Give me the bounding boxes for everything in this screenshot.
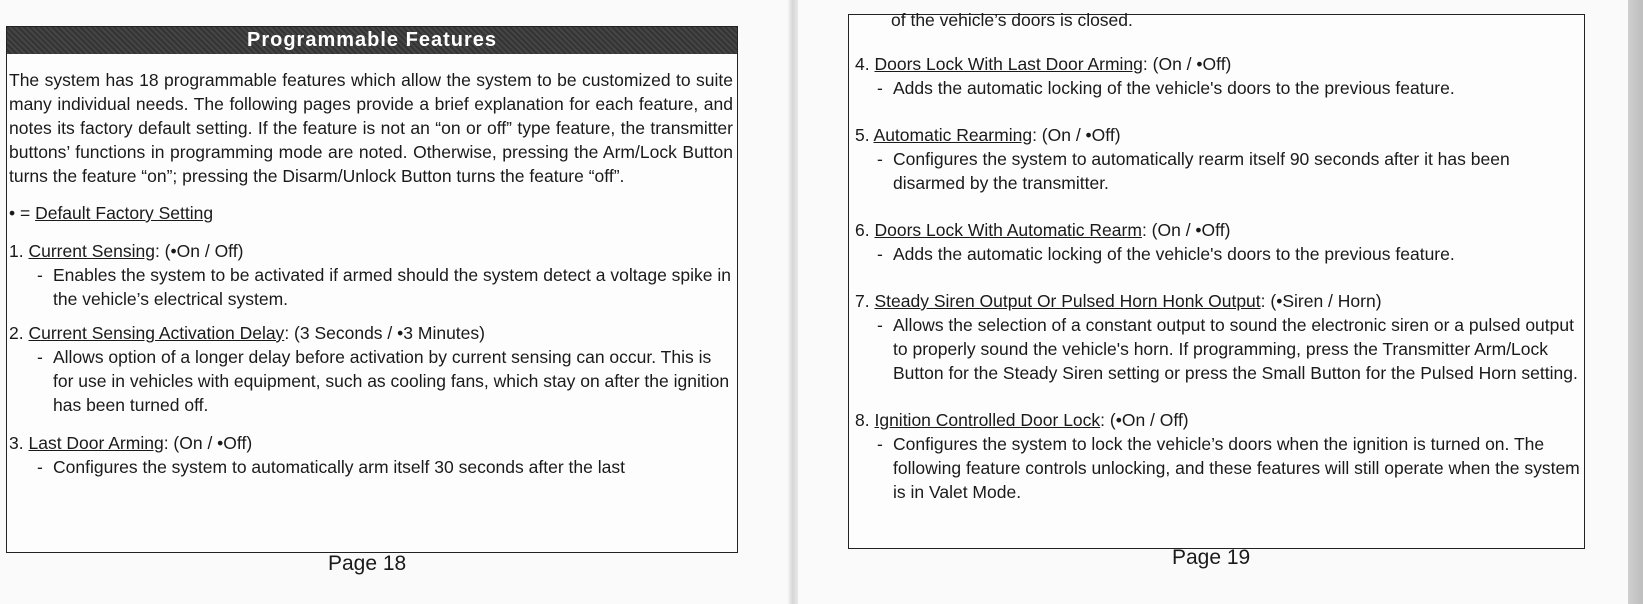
feature-item [849, 52, 1584, 100]
feature-description [849, 76, 1584, 100]
dash-marker: - [37, 347, 43, 367]
feature-item [7, 431, 737, 479]
feature-item [849, 289, 1584, 385]
feature-item [849, 408, 1584, 504]
feature-number: 4. [855, 54, 870, 74]
feature-item [849, 123, 1584, 195]
feature-number: 6. [855, 220, 870, 240]
dash-marker: - [877, 244, 883, 264]
page-number: Page 19 [1172, 546, 1251, 569]
feature-options: : (On / •Off) [163, 433, 253, 453]
feature-title-line [849, 52, 1584, 76]
feature-description [849, 147, 1584, 195]
feature-description [7, 263, 737, 311]
feature-title-line [849, 408, 1584, 432]
left-page-frame [6, 26, 738, 553]
continued-text: of the vehicle’s doors is closed. [891, 10, 1133, 30]
feature-title: Doors Lock With Last Door Arming [874, 54, 1143, 74]
intro-paragraph: The system has 18 programmable features which allow the system to be customized to suite many individual needs. The following pages provide a brief explanation for each feature, and notes its factory default setting. If the feature is not an “on or off” type feature, the transmitter buttons’ functions in programming mode are noted. Otherwise, pressing the Arm/Lock Button turns the feature “on”; pressing the Disarm/Unlock Button turns the feature “off”. [9, 70, 733, 186]
feature-number: 3. [9, 433, 24, 453]
feature-title: Doors Lock With Automatic Rearm [874, 220, 1142, 240]
feature-title-line [849, 218, 1584, 242]
feature-title-line [7, 321, 737, 345]
feature-description-text: Allows option of a longer delay before activation by current sensing can occur. This is for use in vehicles with equipment, such as cooling fans, which stay on after the ignition has been turned off. [53, 347, 730, 415]
dash-marker: - [877, 149, 883, 169]
feature-description-text: Adds the automatic locking of the vehicle's doors to the previous feature. [893, 78, 1455, 98]
feature-title: Last Door Arming [28, 433, 164, 453]
feature-options: : (On / •Off) [1032, 125, 1121, 145]
feature-options: : (•On / Off) [1100, 410, 1189, 430]
feature-number: 5. [855, 125, 870, 145]
dash-marker: - [37, 457, 43, 477]
feature-number: 7. [855, 291, 870, 311]
feature-title-line [7, 431, 737, 455]
dash-marker: - [37, 265, 43, 285]
right-page-frame [848, 10, 1585, 549]
legend-bullet: • = [9, 203, 36, 223]
page-edge-shadow [1628, 0, 1643, 604]
feature-description [849, 432, 1584, 504]
feature-title-line [7, 239, 737, 263]
feature-description-text: Configures the system to automatically arm itself 30 seconds after the last [53, 457, 625, 477]
feature-description [849, 242, 1584, 266]
section-header: Programmable Features [7, 27, 737, 54]
feature-title-line [849, 123, 1584, 147]
feature-description-text: Adds the automatic locking of the vehicle's doors to the previous feature. [893, 244, 1455, 264]
feature-options: : (•Siren / Horn) [1260, 291, 1382, 311]
feature-description-text: Allows the selection of a constant output to sound the electronic siren or a pulsed output to properly sound the vehicle's horn. If programming, press the Transmitter Arm/Lock Button for the Steady Siren setting or press the Small Button for the Pulsed Horn setting. [893, 315, 1578, 383]
feature-item [7, 321, 737, 417]
feature-description-text: Configures the system to automatically rearm itself 90 seconds after it has been disarmed by the transmitter. [893, 149, 1510, 193]
feature-description [849, 313, 1584, 385]
feature-options: : (On / •Off) [1142, 54, 1232, 74]
book-gutter [788, 0, 798, 604]
feature-item [849, 218, 1584, 266]
feature-title: Automatic Rearming [873, 125, 1033, 145]
feature-item [7, 239, 737, 311]
feature-title: Current Sensing [28, 241, 155, 261]
feature-options: : (On / •Off) [1141, 220, 1231, 240]
feature-title-line [849, 289, 1584, 313]
dash-marker: - [877, 434, 883, 454]
default-setting-legend [7, 201, 737, 225]
feature-description [7, 455, 737, 479]
feature-options: : (3 Seconds / •3 Minutes) [284, 323, 485, 343]
feature-number: 8. [855, 410, 870, 430]
feature-description-text: Enables the system to be activated if armed should the system detect a voltage spike in the vehicle’s electrical system. [53, 265, 732, 309]
dash-marker: - [877, 315, 883, 335]
feature-title: Ignition Controlled Door Lock [874, 410, 1101, 430]
feature-description-text: Configures the system to lock the vehicle’s doors when the ignition is turned on. The following feature controls unlocking, and these features will still operate when the system is in Valet Mode. [893, 434, 1580, 502]
feature-description [7, 345, 737, 417]
feature-options: : (•On / Off) [154, 241, 244, 261]
feature-number: 1. [9, 241, 24, 261]
page-number: Page 18 [328, 552, 407, 575]
feature-title: Current Sensing Activation Delay [28, 323, 285, 343]
feature-number: 2. [9, 323, 24, 343]
dash-marker: - [877, 78, 883, 98]
feature-title: Steady Siren Output Or Pulsed Horn Honk Output [874, 291, 1261, 311]
legend-label: Default Factory Setting [35, 203, 214, 223]
